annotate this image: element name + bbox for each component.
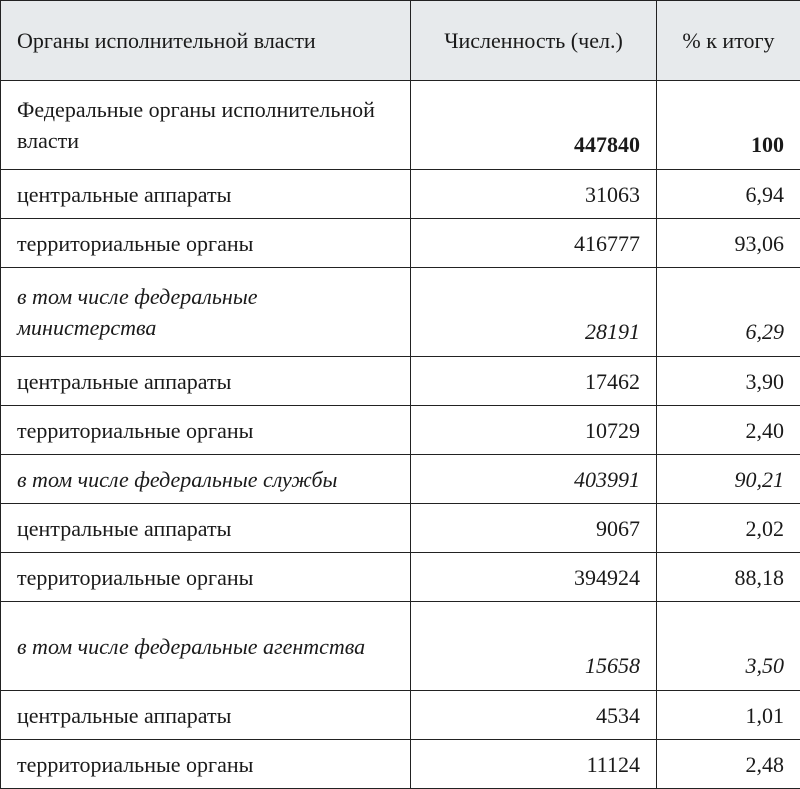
row-count: 447840 — [411, 81, 657, 170]
table-row — [1, 740, 800, 789]
row-label: территориальные органы — [1, 553, 411, 602]
table-row-total — [1, 81, 800, 170]
row-percent: 88,18 — [657, 553, 800, 602]
row-percent: 1,01 — [657, 691, 800, 740]
row-count: 4534 — [411, 691, 657, 740]
row-count: 11124 — [411, 740, 657, 789]
row-percent: 2,02 — [657, 504, 800, 553]
row-label: центральные аппараты — [1, 504, 411, 553]
table-row-subtotal-agencies — [1, 602, 800, 691]
row-label: территориальные органы — [1, 406, 411, 455]
row-percent: 2,48 — [657, 740, 800, 789]
row-percent: 2,40 — [657, 406, 800, 455]
table-row — [1, 553, 800, 602]
row-percent: 6,29 — [657, 268, 800, 357]
table-header-row — [1, 1, 800, 81]
table-row — [1, 170, 800, 219]
row-count: 28191 — [411, 268, 657, 357]
table-row-subtotal-services — [1, 455, 800, 504]
table-row — [1, 691, 800, 740]
row-label: территориальные органы — [1, 219, 411, 268]
row-label: центральные аппараты — [1, 170, 411, 219]
row-percent: 6,94 — [657, 170, 800, 219]
row-count: 10729 — [411, 406, 657, 455]
row-percent: 93,06 — [657, 219, 800, 268]
table-row — [1, 406, 800, 455]
row-label: центральные аппараты — [1, 357, 411, 406]
header-count: Численность (чел.) — [411, 1, 657, 81]
table-row — [1, 504, 800, 553]
row-percent: 3,90 — [657, 357, 800, 406]
row-count: 416777 — [411, 219, 657, 268]
row-count: 15658 — [411, 602, 657, 691]
row-count: 394924 — [411, 553, 657, 602]
table-row — [1, 219, 800, 268]
row-label: Федеральные органы исполнительной власти — [1, 81, 411, 170]
row-label: в том числе федеральные агентства — [1, 602, 411, 691]
row-label: в том числе федеральные службы — [1, 455, 411, 504]
row-count: 9067 — [411, 504, 657, 553]
row-count: 31063 — [411, 170, 657, 219]
table-row — [1, 357, 800, 406]
row-percent: 90,21 — [657, 455, 800, 504]
row-label: территориальные органы — [1, 740, 411, 789]
row-label: центральные аппараты — [1, 691, 411, 740]
row-percent: 100 — [657, 81, 800, 170]
header-percent: % к итогу — [657, 1, 800, 81]
header-organ: Органы исполнительной власти — [1, 1, 411, 81]
row-count: 403991 — [411, 455, 657, 504]
row-label: в том числе федеральные министерства — [1, 268, 411, 357]
row-count: 17462 — [411, 357, 657, 406]
table-row-subtotal-ministries — [1, 268, 800, 357]
row-percent: 3,50 — [657, 602, 800, 691]
